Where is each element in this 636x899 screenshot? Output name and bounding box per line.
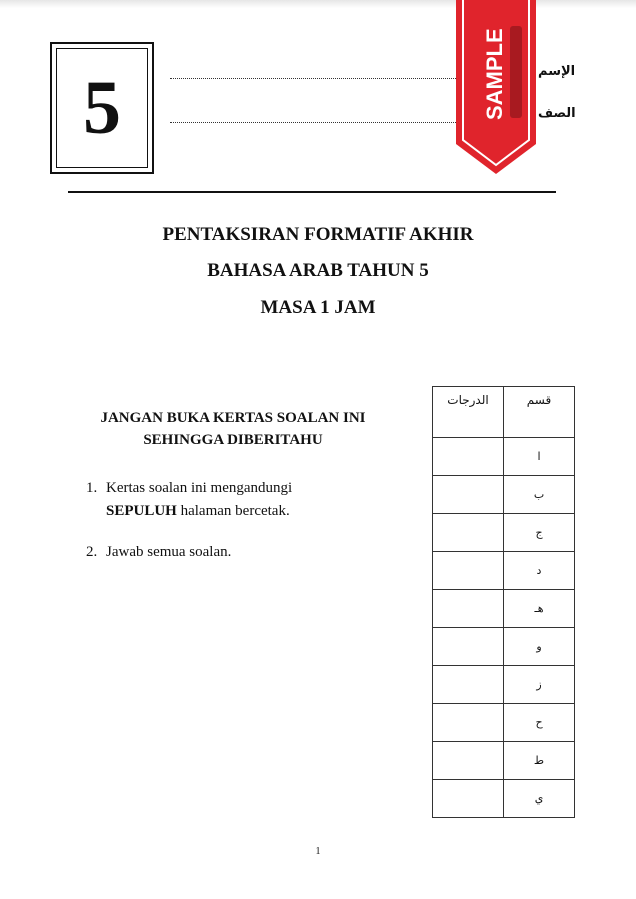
instruction-2 [86,541,231,564]
section-header: قسم [504,387,575,438]
marks-cell[interactable] [433,438,504,476]
paper-number: 5 [56,48,148,168]
paper-number-box [50,42,154,174]
name-label: الإسم [538,64,576,79]
table-row [433,704,575,742]
instruction-1 [86,477,292,523]
marks-cell[interactable] [433,552,504,590]
instruction-bold: SEPULUH [106,503,177,519]
header-divider [68,191,556,193]
marks-cell[interactable] [433,628,504,666]
section-cell: ب [504,476,575,514]
table-row [433,514,575,552]
section-cell: ح [504,704,575,742]
section-cell: ي [504,780,575,818]
marks-cell[interactable] [433,704,504,742]
table-row [433,552,575,590]
marks-header: الدرجات [433,387,504,438]
instruction-number: 2. [86,544,98,560]
table-row [433,438,575,476]
title-line-1: PENTAKSIRAN FORMATIF AKHIR [162,224,474,245]
section-cell: ز [504,666,575,704]
warning-line-1: JANGAN BUKA KERTAS SOALAN INI [100,410,366,426]
table-row [433,590,575,628]
table-row [433,742,575,780]
marks-cell[interactable] [433,514,504,552]
instruction-text-rest: halaman bercetak. [176,503,290,519]
section-cell: و [504,628,575,666]
class-field-line[interactable] [170,122,470,123]
marks-table [432,386,575,818]
instruction-text: Jawab semua soalan. [106,544,232,560]
marks-cell[interactable] [433,780,504,818]
page-number: 1 [315,846,321,857]
sample-ribbon [456,0,536,174]
marks-cell[interactable] [433,666,504,704]
section-cell: د [504,552,575,590]
section-cell: ط [504,742,575,780]
sample-text: SAMPLE [482,28,507,120]
instruction-text: Kertas soalan ini mengandungi [106,480,293,496]
class-label: الصف [538,106,576,121]
top-shadow [0,0,636,8]
title-line-3: MASA 1 JAM [260,297,376,318]
warning-line-2: SEHINGGA DIBERITAHU [143,432,323,448]
marks-cell[interactable] [433,476,504,514]
section-cell: هـ [504,590,575,628]
table-row [433,780,575,818]
section-cell: ج [504,514,575,552]
section-cell: ا [504,438,575,476]
instruction-number: 1. [86,480,98,496]
name-field-line[interactable] [170,78,470,79]
title-line-2: BAHASA ARAB TAHUN 5 [207,260,429,281]
marks-cell[interactable] [433,742,504,780]
table-row [433,666,575,704]
table-row [433,628,575,666]
marks-cell[interactable] [433,590,504,628]
table-row [433,476,575,514]
